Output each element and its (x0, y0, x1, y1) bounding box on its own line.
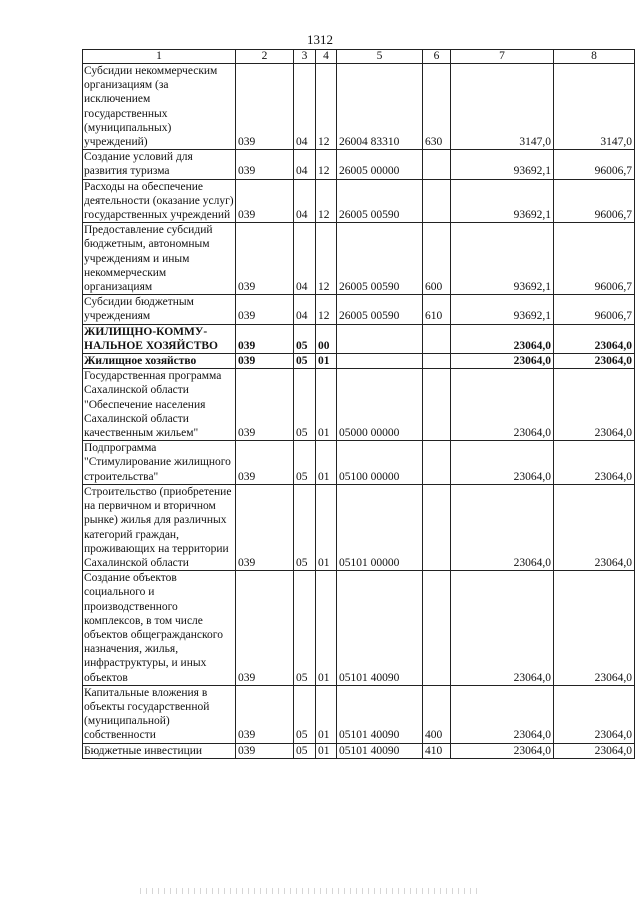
cell-target-article: 05101 00000 (337, 484, 423, 570)
cell-subsection: 12 (316, 64, 337, 150)
cell-expense-type (423, 571, 451, 686)
cell-admin-code: 039 (236, 179, 294, 223)
column-header: 8 (554, 50, 635, 64)
column-header: 3 (294, 50, 316, 64)
table-row (83, 223, 635, 295)
cell-expense-type (423, 179, 451, 223)
cell-admin-code: 039 (236, 354, 294, 369)
cell-amount-year1: 93692,1 (451, 295, 554, 324)
header-row (83, 50, 635, 64)
cell-expense-type: 410 (423, 743, 451, 758)
cell-name: Субсидии некоммерческим организациям (за исключением государственных (муниципальных) учреждений) (83, 64, 236, 150)
cell-amount-year1: 23064,0 (451, 743, 554, 758)
cell-subsection: 12 (316, 179, 337, 223)
table-row (83, 571, 635, 686)
column-header: 1 (83, 50, 236, 64)
cell-amount-year2: 96006,7 (554, 295, 635, 324)
cell-expense-type (423, 441, 451, 485)
budget-table (82, 49, 635, 759)
cell-subsection: 12 (316, 150, 337, 179)
cell-name: Капитальные вложения в объекты государственной (муниципальной) собственности (83, 685, 236, 743)
cell-amount-year1: 23064,0 (451, 324, 554, 353)
cell-amount-year1: 23064,0 (451, 369, 554, 441)
cell-amount-year2: 23064,0 (554, 354, 635, 369)
cell-target-article: 26005 00590 (337, 295, 423, 324)
cell-section: 04 (294, 179, 316, 223)
cell-admin-code: 039 (236, 150, 294, 179)
cell-admin-code: 039 (236, 685, 294, 743)
table-row (83, 150, 635, 179)
cell-expense-type (423, 150, 451, 179)
cell-amount-year2: 23064,0 (554, 324, 635, 353)
table-row (83, 441, 635, 485)
cell-subsection: 01 (316, 743, 337, 758)
table-row (83, 484, 635, 570)
cell-section: 05 (294, 571, 316, 686)
cell-amount-year1: 23064,0 (451, 354, 554, 369)
cell-name: Расходы на обеспечение деятельности (оказание услуг) государственных учреждений (84, 180, 234, 222)
cell-amount-year2: 23064,0 (554, 743, 635, 758)
cell-target-article: 05101 40090 (337, 743, 423, 758)
cell-amount-year2: 23064,0 (554, 571, 635, 686)
cell-section: 04 (294, 223, 316, 295)
cell-section: 05 (294, 441, 316, 485)
cell-name: Создание объектов социального и производственного комплексов, в том числе объектов общегражданского назначения, жилья, инфраструктуры, и иных объектов (83, 571, 236, 686)
cell-admin-code: 039 (236, 743, 294, 758)
column-header: 4 (316, 50, 337, 64)
cell-expense-type: 600 (423, 223, 451, 295)
cell-admin-code: 039 (236, 571, 294, 686)
cell-expense-type: 610 (423, 295, 451, 324)
cell-name: Строительство (приобретение на первичном и вторичном рынке) жилья для различных категорий граждан, проживающих на территории Сахалинской области (83, 484, 236, 570)
cell-subsection: 12 (316, 223, 337, 295)
cell-amount-year1: 93692,1 (451, 223, 554, 295)
table-row (83, 179, 635, 223)
cell-section: 05 (294, 354, 316, 369)
cell-name: Жилищное хозяйство (83, 354, 236, 369)
cell-section: 04 (294, 64, 316, 150)
cell-section: 05 (294, 484, 316, 570)
column-header: 7 (451, 50, 554, 64)
table-row (83, 685, 635, 743)
cell-section: 05 (294, 324, 316, 353)
cell-amount-year2: 96006,7 (554, 179, 635, 223)
cell-expense-type: 400 (423, 685, 451, 743)
cell-amount-year2: 96006,7 (554, 150, 635, 179)
cell-admin-code: 039 (236, 441, 294, 485)
cell-target-article: 05101 40090 (337, 571, 423, 686)
cell-amount-year1: 23064,0 (451, 571, 554, 686)
cell-expense-type (423, 354, 451, 369)
cell-amount-year2: 23064,0 (554, 484, 635, 570)
cell-name: Государственная программа Сахалинской области "Обеспечение населения Сахалинской области качественным жильем" (83, 369, 236, 441)
cell-expense-type (423, 369, 451, 441)
cell-subsection: 01 (316, 369, 337, 441)
cell-amount-year2: 3147,0 (554, 64, 635, 150)
cell-target-article: 05101 40090 (337, 685, 423, 743)
cell-admin-code: 039 (236, 295, 294, 324)
cell-target-article (337, 324, 423, 353)
cell-name: Предоставление субсидий бюджетным, автономным учреждениям и иным некоммерческим организациям (83, 223, 236, 295)
cell-amount-year1: 23064,0 (451, 685, 554, 743)
column-header: 5 (337, 50, 423, 64)
cell-amount-year1: 93692,1 (451, 179, 554, 223)
cell-section: 05 (294, 369, 316, 441)
cell-expense-type (423, 484, 451, 570)
cell-subsection: 01 (316, 441, 337, 485)
cell-target-article (337, 354, 423, 369)
cell-subsection: 01 (316, 484, 337, 570)
cell-section: 04 (294, 150, 316, 179)
cell-name: Подпрограмма "Стимулирование жилищного строительства" (83, 441, 236, 485)
cell-target-article: 26005 00590 (337, 223, 423, 295)
cell-expense-type: 630 (423, 64, 451, 150)
cell-expense-type (423, 324, 451, 353)
cell-admin-code: 039 (236, 324, 294, 353)
table-row (83, 64, 635, 150)
cell-amount-year1: 23064,0 (451, 441, 554, 485)
cell-target-article: 05100 00000 (337, 441, 423, 485)
cell-amount-year2: 23064,0 (554, 369, 635, 441)
cell-section: 05 (294, 685, 316, 743)
cell-target-article: 26005 00000 (337, 150, 423, 179)
page-number: 1312 (307, 32, 333, 47)
cell-admin-code: 039 (236, 64, 294, 150)
scan-noise (140, 888, 480, 894)
cell-amount-year2: 23064,0 (554, 441, 635, 485)
table-body (83, 64, 635, 759)
cell-name: Субсидии бюджетным учреждениям (83, 295, 236, 324)
table-row (83, 743, 635, 758)
cell-name: ЖИЛИЩНО-КОММУ-НАЛЬНОЕ ХОЗЯЙСТВО (83, 324, 236, 353)
table-row (83, 295, 635, 324)
cell-target-article: 26005 00590 (337, 179, 423, 223)
column-header: 6 (423, 50, 451, 64)
cell-subsection: 01 (316, 354, 337, 369)
cell-section: 04 (294, 295, 316, 324)
table-row (83, 369, 635, 441)
cell-amount-year2: 23064,0 (554, 685, 635, 743)
cell-subsection: 00 (316, 324, 337, 353)
cell-section: 05 (294, 743, 316, 758)
cell-target-article: 26004 83310 (337, 64, 423, 150)
cell-amount-year1: 3147,0 (451, 64, 554, 150)
cell-name: Создание условий для развития туризма (83, 150, 236, 179)
cell-admin-code: 039 (236, 223, 294, 295)
cell-amount-year1: 23064,0 (451, 484, 554, 570)
cell-name: Бюджетные инвестиции (83, 743, 236, 758)
cell-subsection: 01 (316, 571, 337, 686)
column-header: 2 (236, 50, 294, 64)
cell-subsection: 01 (316, 685, 337, 743)
cell-target-article: 05000 00000 (337, 369, 423, 441)
cell-subsection: 12 (316, 295, 337, 324)
cell-amount-year1: 93692,1 (451, 150, 554, 179)
table-row (83, 354, 635, 369)
table-row (83, 324, 635, 353)
cell-amount-year2: 96006,7 (554, 223, 635, 295)
cell-admin-code: 039 (236, 484, 294, 570)
cell-admin-code: 039 (236, 369, 294, 441)
